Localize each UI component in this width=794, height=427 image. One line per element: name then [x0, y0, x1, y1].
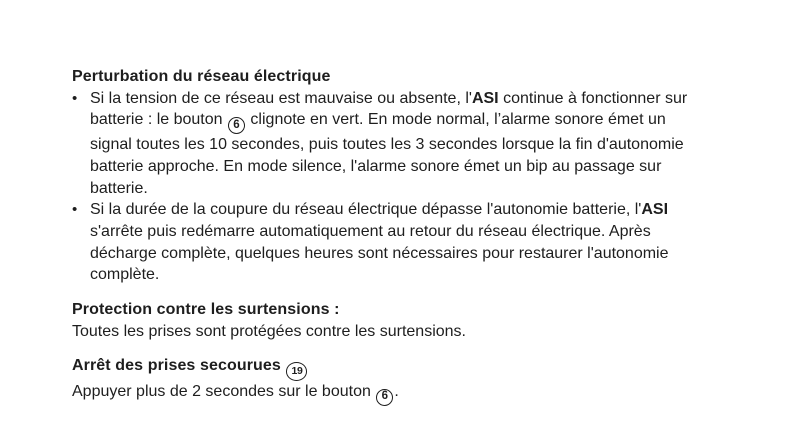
text-run: s'arrête puis redémarre automatiquement au retour du réseau électrique. Après	[90, 222, 651, 240]
text-run: continue à fonctionner sur	[498, 89, 688, 107]
text-run: Protection contre les surtensions :	[72, 301, 340, 319]
section-body	[72, 321, 738, 343]
text-line	[90, 88, 738, 110]
bullet-text	[90, 88, 738, 200]
section-perturbation-reseau	[72, 66, 738, 286]
text-run: Toutes les prises sont protégées contre les surtensions.	[72, 322, 466, 340]
text-line	[90, 264, 738, 286]
text-run: batterie approche. En mode silence, l'alarme sonore émet un bip au passage sur	[90, 157, 662, 175]
bullet-icon: •	[72, 89, 78, 107]
text-run: .	[394, 382, 399, 400]
section-body	[72, 381, 738, 406]
text-line	[90, 199, 738, 221]
text-line	[90, 243, 738, 265]
circled-number-6: 6	[376, 389, 393, 406]
circled-number-19: 19	[286, 362, 307, 381]
section-protection-surtensions	[72, 299, 738, 342]
list-item	[72, 199, 738, 286]
text-line	[72, 321, 738, 343]
text-run: Appuyer plus de 2 secondes sur le bouton	[72, 382, 376, 400]
text-line	[72, 381, 738, 406]
circled-number-6: 6	[228, 117, 245, 134]
text-line	[90, 156, 738, 178]
text-run: Arrêt des prises secourues	[72, 357, 286, 375]
bold-text-run: ASI	[641, 201, 669, 219]
text-run: batterie.	[90, 179, 148, 197]
section-heading-perturbation	[72, 66, 738, 88]
bullet-icon: •	[72, 201, 78, 219]
text-line	[90, 221, 738, 243]
section-heading-protection	[72, 299, 738, 321]
text-line	[90, 109, 738, 134]
text-run: complète.	[90, 266, 160, 284]
text-line	[90, 178, 738, 200]
bullet-text	[90, 199, 738, 286]
list-item	[72, 88, 738, 200]
section-arret-prises	[72, 355, 738, 405]
text-run: Si la durée de la coupure du réseau électrique dépasse l'autonomie batterie, l'	[90, 201, 642, 219]
section-heading-arret	[72, 355, 738, 381]
text-run: Perturbation du réseau électrique	[72, 68, 331, 85]
text-run: Si la tension de ce réseau est mauvaise ou absente, l'	[90, 89, 472, 107]
bullet-list	[72, 88, 738, 286]
text-run: batterie : le bouton	[90, 111, 227, 129]
text-line	[90, 134, 738, 156]
bold-text-run: ASI	[471, 89, 499, 107]
text-run: clignote en vert. En mode normal, l’alarme sonore émet un	[245, 111, 666, 129]
text-run: décharge complète, quelques heures sont nécessaires pour restaurer l'autonomie	[90, 244, 669, 262]
text-run: signal toutes les 10 secondes, puis toutes les 3 secondes lorsque la fin d'autonomie	[90, 136, 684, 154]
